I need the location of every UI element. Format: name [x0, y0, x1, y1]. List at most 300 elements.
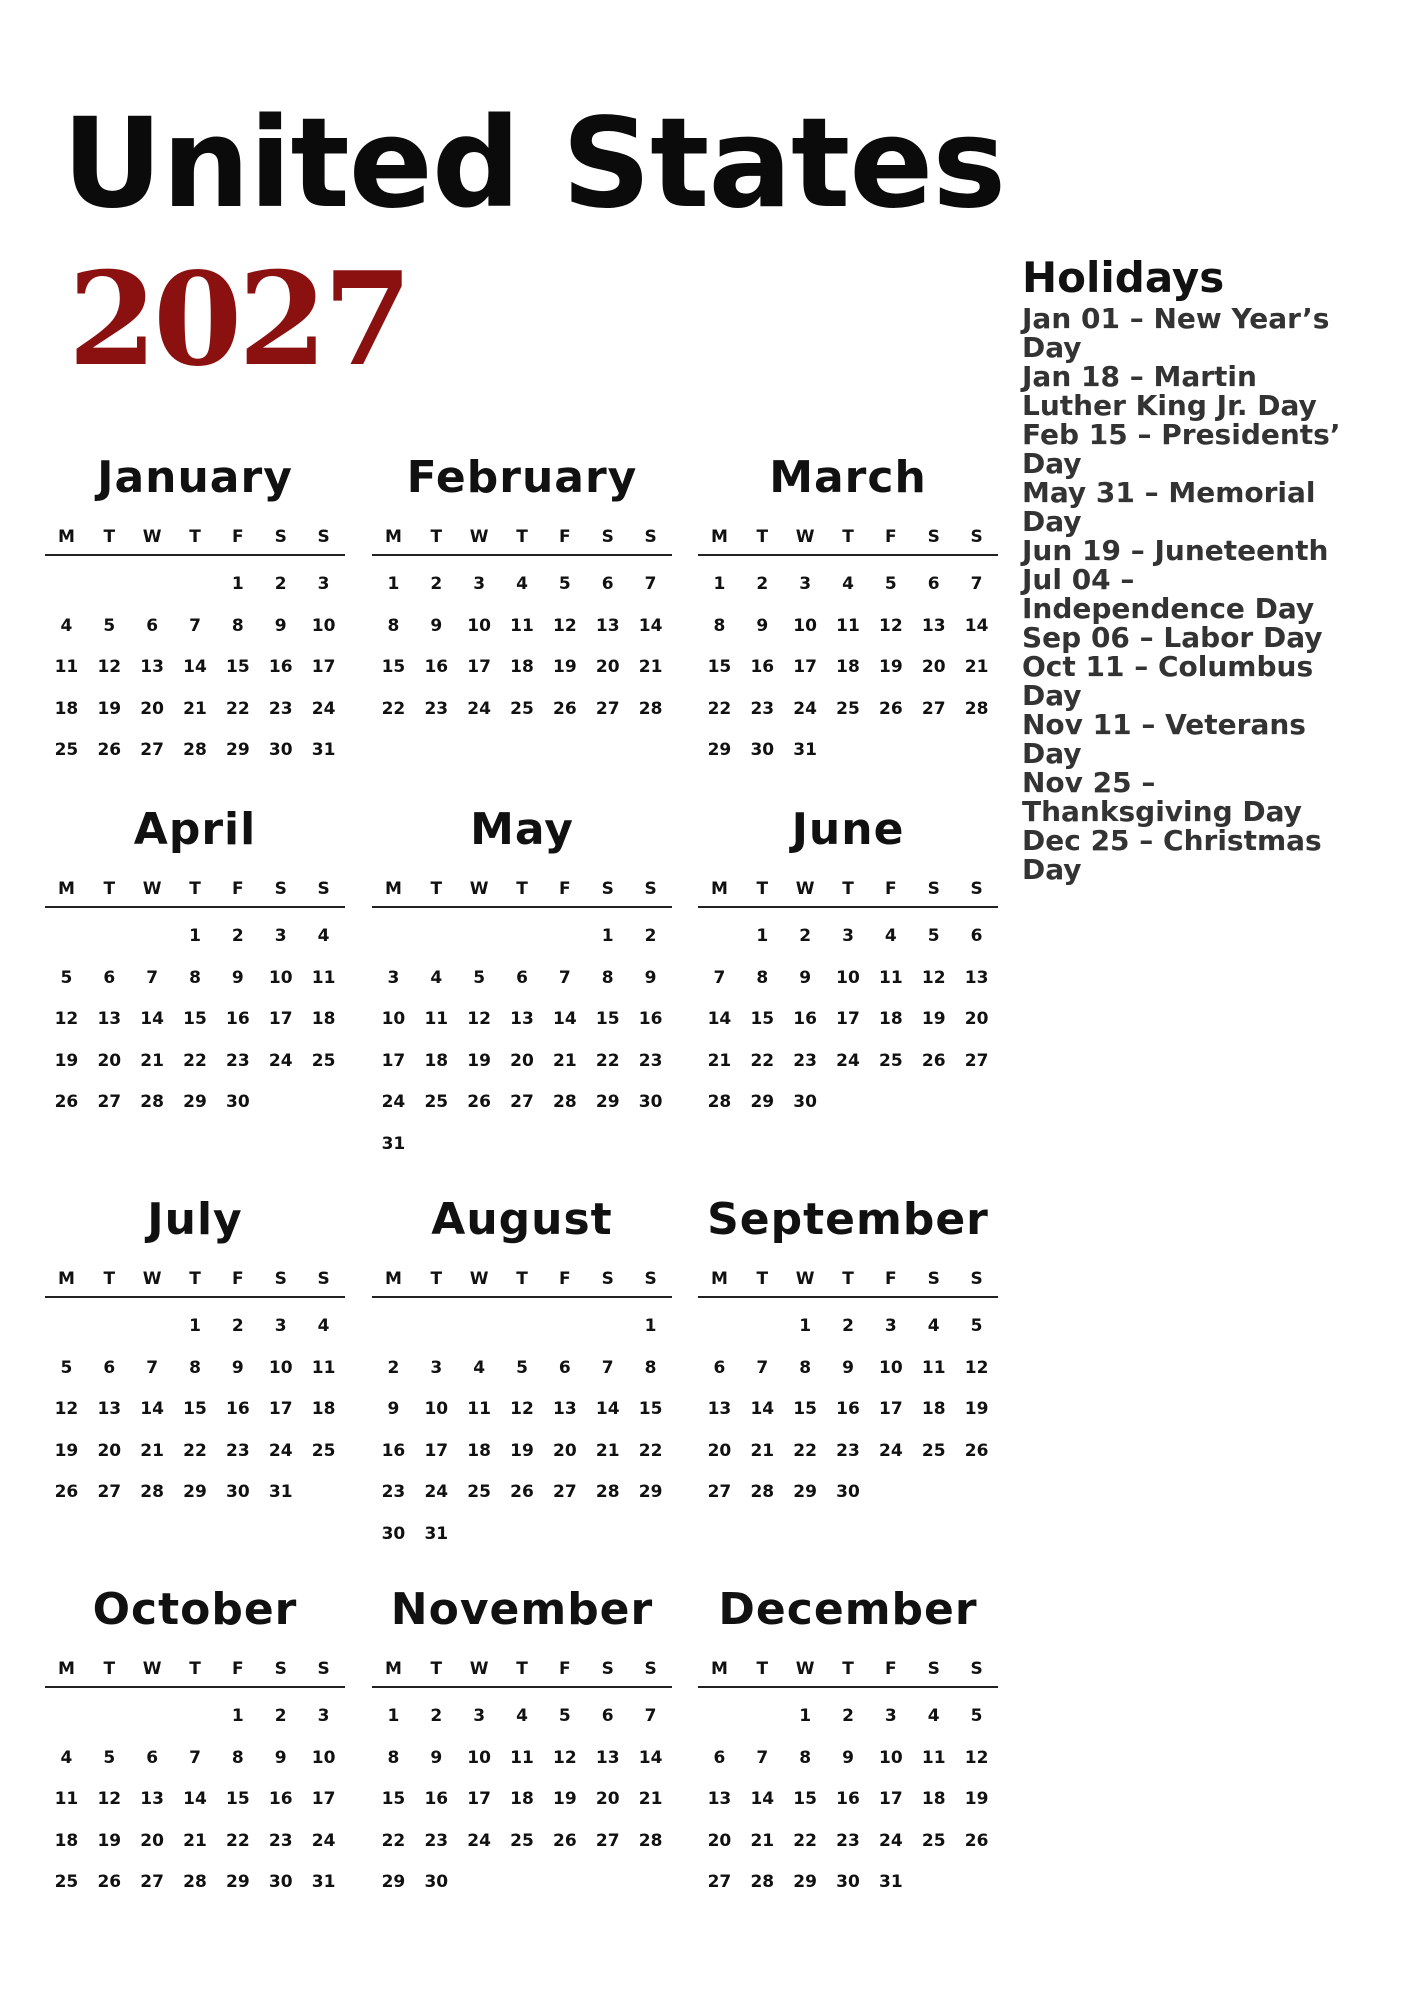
day-cell: 14 — [750, 1399, 775, 1419]
day-cell: 20 — [140, 698, 164, 719]
day-cell: 26 — [97, 740, 122, 760]
weekday-header-row — [698, 524, 998, 556]
day-cell: 26 — [54, 1092, 79, 1112]
day-cell: 18 — [921, 1789, 946, 1809]
day-cell: 8 — [644, 1357, 657, 1378]
day-cell: 2 — [231, 1316, 244, 1336]
day-cell: 2 — [430, 1706, 443, 1726]
day-cell: 21 — [638, 1789, 663, 1809]
day-cell: 4 — [60, 1747, 73, 1768]
day-cell: 2 — [274, 574, 287, 594]
day-cell: 29 — [595, 1092, 620, 1112]
day-cell: 1 — [387, 1706, 400, 1726]
day-cell: 11 — [311, 1357, 336, 1378]
day-cell: 1 — [387, 574, 400, 594]
day-cell: 28 — [183, 1872, 207, 1892]
day-cell: 22 — [183, 1050, 207, 1071]
weekday-label: T — [516, 527, 528, 547]
day-cell: 23 — [268, 1830, 293, 1851]
day-cell: 15 — [707, 657, 732, 677]
day-cell: 5 — [60, 967, 73, 988]
weekday-label: S — [274, 527, 287, 547]
month-name: November — [390, 1584, 654, 1635]
days-grid — [698, 916, 998, 1124]
month-january — [45, 448, 345, 828]
weekday-header-row — [372, 1656, 672, 1688]
weekday-label: S — [601, 1269, 614, 1289]
day-cell: 10 — [793, 615, 817, 636]
month-name: May — [470, 804, 574, 855]
day-cell: 15 — [750, 1009, 775, 1029]
weekday-label: S — [601, 1659, 614, 1679]
day-cell: 11 — [510, 1747, 534, 1768]
day-cell: 29 — [183, 1092, 207, 1112]
day-cell: 21 — [140, 1440, 164, 1461]
day-cell: 9 — [274, 615, 287, 636]
weekday-label: T — [189, 1659, 201, 1679]
day-cell: 7 — [558, 967, 571, 988]
day-cell: 26 — [510, 1482, 534, 1502]
month-august — [372, 1190, 672, 1570]
day-cell: 14 — [183, 657, 207, 677]
weekday-label: S — [970, 1269, 983, 1289]
day-cell: 20 — [707, 1440, 732, 1461]
day-cell: 5 — [970, 1706, 983, 1726]
month-name: July — [147, 1194, 243, 1245]
month-name: June — [791, 804, 905, 855]
day-cell: 3 — [274, 926, 287, 946]
day-cell: 10 — [311, 1747, 336, 1768]
day-cell: 14 — [140, 1399, 164, 1419]
day-cell: 8 — [799, 1747, 812, 1768]
day-cell: 23 — [750, 698, 775, 719]
day-cell: 1 — [713, 574, 726, 594]
day-cell: 15 — [183, 1399, 207, 1419]
day-cell: 9 — [799, 967, 812, 988]
weekday-label: T — [189, 527, 201, 547]
day-cell: 28 — [140, 1092, 164, 1112]
day-cell: 23 — [424, 1830, 449, 1851]
day-cell: 6 — [601, 1706, 614, 1726]
weekday-label: M — [710, 1269, 728, 1289]
day-cell: 9 — [231, 1357, 244, 1378]
day-cell: 8 — [231, 615, 244, 636]
day-cell: 16 — [226, 1009, 250, 1029]
day-cell: 25 — [311, 1440, 336, 1461]
day-cell: 23 — [424, 698, 449, 719]
weekday-label: M — [384, 879, 402, 899]
day-cell: 27 — [707, 1482, 732, 1502]
holiday-item: Nov 25 – Thanksgiving Day — [1022, 766, 1302, 828]
day-cell: 5 — [103, 615, 116, 636]
day-cell: 14 — [595, 1399, 620, 1419]
month-name: October — [92, 1584, 298, 1635]
day-cell: 13 — [707, 1399, 732, 1419]
holiday-item: Jan 01 – New Year’s Day — [1022, 302, 1330, 364]
weekday-label: S — [970, 527, 983, 547]
day-cell: 10 — [268, 967, 293, 988]
day-cell: 21 — [707, 1050, 732, 1071]
weekday-label: S — [927, 527, 940, 547]
weekday-label: T — [842, 1269, 854, 1289]
day-cell: 13 — [553, 1399, 577, 1419]
day-cell: 29 — [638, 1482, 663, 1502]
day-cell: 17 — [467, 657, 491, 677]
day-cell: 26 — [97, 1872, 122, 1892]
day-cell: 16 — [793, 1009, 817, 1029]
day-cell: 20 — [707, 1830, 732, 1851]
weekday-label: W — [795, 1269, 815, 1289]
day-cell: 18 — [836, 657, 860, 677]
day-cell: 24 — [268, 1050, 293, 1071]
weekday-label: M — [57, 1269, 75, 1289]
day-cell: 7 — [644, 574, 657, 594]
month-may — [372, 800, 672, 1180]
day-cell: 2 — [842, 1706, 854, 1726]
day-cell: 23 — [268, 698, 293, 719]
day-cell: 31 — [311, 740, 336, 760]
day-cell: 14 — [638, 1747, 663, 1768]
day-cell: 14 — [638, 615, 663, 636]
day-cell: 17 — [268, 1399, 293, 1419]
day-cell: 23 — [638, 1050, 663, 1071]
weekday-label: M — [384, 527, 402, 547]
day-cell: 13 — [595, 1747, 620, 1768]
day-cell: 7 — [146, 967, 159, 988]
day-cell: 25 — [424, 1092, 449, 1112]
weekday-label: W — [142, 1269, 162, 1289]
holiday-item: Sep 06 – Labor Day — [1022, 621, 1323, 654]
day-cell: 25 — [510, 1830, 534, 1851]
day-cell: 30 — [638, 1092, 663, 1112]
day-cell: 18 — [879, 1009, 903, 1029]
day-cell: 4 — [430, 967, 443, 988]
day-cell: 2 — [274, 1706, 287, 1726]
day-cell: 29 — [793, 1482, 817, 1502]
day-cell: 29 — [793, 1872, 817, 1892]
day-cell: 1 — [189, 1316, 201, 1336]
day-cell: 31 — [311, 1872, 336, 1892]
day-cell: 1 — [231, 574, 244, 594]
day-cell: 19 — [964, 1399, 989, 1419]
day-cell: 5 — [558, 574, 571, 594]
day-cell: 21 — [638, 657, 663, 677]
day-cell: 13 — [97, 1399, 122, 1419]
weekday-label: M — [384, 1659, 402, 1679]
day-cell: 23 — [836, 1830, 860, 1851]
day-cell: 19 — [54, 1050, 79, 1071]
weekday-header-row — [45, 1656, 345, 1688]
day-cell: 24 — [879, 1440, 903, 1461]
day-cell: 10 — [836, 967, 860, 988]
day-cell: 12 — [553, 1747, 577, 1768]
month-name: December — [718, 1584, 978, 1635]
day-cell: 9 — [842, 1357, 854, 1378]
weekday-label: W — [795, 527, 815, 547]
month-september — [698, 1190, 998, 1570]
weekday-label: S — [317, 1659, 330, 1679]
day-cell: 11 — [54, 1789, 79, 1809]
year-label: 2027 — [68, 245, 409, 395]
day-cell: 19 — [97, 698, 122, 719]
day-cell: 12 — [964, 1747, 989, 1768]
day-cell: 5 — [558, 1706, 571, 1726]
weekday-label: S — [601, 879, 614, 899]
day-cell: 28 — [183, 740, 207, 760]
weekday-label: F — [885, 1269, 897, 1289]
day-cell: 18 — [311, 1009, 336, 1029]
day-cell: 24 — [793, 698, 817, 719]
day-cell: 15 — [381, 657, 406, 677]
day-cell: 1 — [756, 926, 769, 946]
day-cell: 12 — [964, 1357, 989, 1378]
day-cell: 13 — [921, 615, 946, 636]
day-cell: 27 — [97, 1092, 122, 1112]
page-title: United States — [62, 92, 1006, 236]
month-october — [45, 1580, 345, 1960]
day-cell: 4 — [884, 926, 897, 946]
weekday-label: S — [644, 527, 657, 547]
day-cell: 29 — [750, 1092, 775, 1112]
day-cell: 3 — [274, 1316, 287, 1336]
holiday-item: May 31 – Memorial Day — [1022, 476, 1316, 538]
day-cell: 7 — [756, 1357, 769, 1378]
day-cell: 21 — [140, 1050, 164, 1071]
day-cell: 19 — [921, 1009, 946, 1029]
day-cell: 16 — [226, 1399, 250, 1419]
month-name: August — [431, 1194, 613, 1245]
day-cell: 28 — [638, 1830, 663, 1851]
day-cell: 10 — [467, 615, 491, 636]
day-cell: 7 — [644, 1706, 657, 1726]
day-cell: 20 — [553, 1440, 577, 1461]
day-cell: 18 — [921, 1399, 946, 1419]
day-cell: 30 — [268, 1872, 293, 1892]
weekday-label: T — [756, 1659, 769, 1679]
day-cell: 26 — [553, 698, 577, 719]
holidays-list — [1022, 304, 1352, 884]
days-grid — [45, 916, 345, 1124]
weekday-label: M — [57, 1659, 75, 1679]
day-cell: 7 — [146, 1357, 159, 1378]
holiday-item: Jan 18 – Martin Luther King Jr. Day — [1022, 360, 1317, 422]
weekday-label: F — [559, 527, 571, 547]
day-cell: 17 — [424, 1440, 449, 1461]
day-cell: 27 — [921, 698, 946, 719]
holiday-item: Jul 04 – Independence Day — [1022, 563, 1315, 625]
day-cell: 14 — [750, 1789, 775, 1809]
day-cell: 17 — [268, 1009, 293, 1029]
day-cell: 19 — [467, 1050, 491, 1071]
day-cell: 11 — [921, 1357, 946, 1378]
weekday-label: W — [142, 527, 162, 547]
weekday-label: T — [430, 527, 443, 547]
day-cell: 4 — [516, 1706, 528, 1726]
day-cell: 12 — [54, 1399, 79, 1419]
day-cell: 24 — [311, 1830, 336, 1851]
days-grid — [45, 1306, 345, 1514]
day-cell: 15 — [793, 1789, 817, 1809]
day-cell: 27 — [510, 1092, 534, 1112]
weekday-label: F — [559, 1269, 571, 1289]
day-cell: 22 — [793, 1440, 817, 1461]
day-cell: 9 — [387, 1399, 400, 1419]
day-cell: 18 — [54, 698, 79, 719]
weekday-label: T — [842, 1659, 854, 1679]
days-grid — [372, 1306, 672, 1555]
weekday-label: W — [795, 1659, 815, 1679]
day-cell: 9 — [756, 615, 769, 636]
day-cell: 6 — [103, 1357, 116, 1378]
day-cell: 2 — [644, 926, 657, 946]
weekday-label: S — [274, 879, 287, 899]
day-cell: 17 — [467, 1789, 491, 1809]
day-cell: 24 — [268, 1440, 293, 1461]
day-cell: 20 — [921, 657, 946, 677]
weekday-label: M — [710, 527, 728, 547]
weekday-label: T — [842, 879, 854, 899]
days-grid — [372, 916, 672, 1165]
day-cell: 15 — [381, 1789, 406, 1809]
day-cell: 9 — [274, 1747, 287, 1768]
day-cell: 15 — [226, 1789, 250, 1809]
day-cell: 8 — [387, 1747, 400, 1768]
day-cell: 2 — [842, 1316, 854, 1336]
day-cell: 31 — [268, 1482, 293, 1502]
day-cell: 23 — [793, 1050, 817, 1071]
day-cell: 11 — [54, 657, 79, 677]
day-cell: 8 — [601, 967, 614, 988]
day-cell: 7 — [970, 574, 983, 594]
day-cell: 22 — [707, 698, 732, 719]
day-cell: 17 — [311, 1789, 336, 1809]
day-cell: 28 — [140, 1482, 164, 1502]
day-cell: 9 — [430, 1747, 443, 1768]
day-cell: 8 — [756, 967, 769, 988]
day-cell: 29 — [226, 1872, 250, 1892]
day-cell: 31 — [793, 740, 817, 760]
holiday-item: Oct 11 – Columbus Day — [1022, 650, 1314, 712]
day-cell: 17 — [879, 1789, 903, 1809]
day-cell: 10 — [381, 1009, 406, 1029]
day-cell: 27 — [595, 1830, 620, 1851]
day-cell: 28 — [707, 1092, 732, 1112]
day-cell: 6 — [970, 926, 983, 946]
weekday-label: M — [710, 879, 728, 899]
day-cell: 12 — [879, 615, 903, 636]
weekday-label: S — [927, 1269, 940, 1289]
day-cell: 17 — [793, 657, 817, 677]
day-cell: 30 — [226, 1482, 250, 1502]
day-cell: 14 — [553, 1009, 577, 1029]
day-cell: 23 — [226, 1050, 250, 1071]
day-cell: 13 — [97, 1009, 122, 1029]
month-april — [45, 800, 345, 1180]
day-cell: 21 — [553, 1050, 577, 1071]
day-cell: 2 — [231, 926, 244, 946]
day-cell: 3 — [884, 1316, 897, 1336]
day-cell: 6 — [713, 1747, 726, 1768]
day-cell: 15 — [638, 1399, 663, 1419]
day-cell: 11 — [510, 615, 534, 636]
weekday-label: T — [189, 879, 201, 899]
weekday-label: W — [795, 879, 815, 899]
day-cell: 22 — [226, 1830, 250, 1851]
day-cell: 11 — [467, 1399, 491, 1419]
day-cell: 26 — [553, 1830, 577, 1851]
weekday-label: M — [384, 1269, 402, 1289]
weekday-label: S — [274, 1659, 287, 1679]
weekday-label: W — [142, 1659, 162, 1679]
day-cell: 26 — [879, 698, 903, 719]
day-cell: 8 — [387, 615, 400, 636]
day-cell: 19 — [510, 1440, 534, 1461]
day-cell: 4 — [60, 615, 73, 636]
weekday-label: T — [430, 1659, 443, 1679]
weekday-label: T — [756, 527, 769, 547]
day-cell: 4 — [473, 1357, 486, 1378]
day-cell: 11 — [836, 615, 860, 636]
day-cell: 20 — [595, 657, 620, 677]
day-cell: 31 — [879, 1872, 903, 1892]
weekday-label: S — [970, 879, 983, 899]
weekday-label: T — [189, 1269, 201, 1289]
month-march — [698, 448, 998, 828]
day-cell: 22 — [183, 1440, 207, 1461]
day-cell: 25 — [311, 1050, 336, 1071]
day-cell: 10 — [311, 615, 336, 636]
weekday-label: M — [57, 879, 75, 899]
day-cell: 18 — [467, 1440, 491, 1461]
day-cell: 27 — [140, 740, 164, 760]
day-cell: 13 — [140, 657, 164, 677]
day-cell: 6 — [713, 1357, 726, 1378]
days-grid — [698, 564, 998, 772]
day-cell: 22 — [381, 698, 406, 719]
month-july — [45, 1190, 345, 1570]
day-cell: 6 — [601, 574, 614, 594]
day-cell: 1 — [799, 1316, 812, 1336]
day-cell: 1 — [231, 1706, 244, 1726]
day-cell: 8 — [799, 1357, 812, 1378]
weekday-label: T — [430, 879, 443, 899]
day-cell: 28 — [553, 1092, 577, 1112]
month-february — [372, 448, 672, 828]
weekday-label: T — [842, 527, 854, 547]
day-cell: 17 — [879, 1399, 903, 1419]
day-cell: 22 — [595, 1050, 620, 1071]
day-cell: 16 — [750, 657, 775, 677]
day-cell: 30 — [424, 1872, 449, 1892]
weekday-header-row — [45, 524, 345, 556]
day-cell: 27 — [707, 1872, 732, 1892]
weekday-label: T — [516, 1269, 528, 1289]
day-cell: 21 — [750, 1440, 775, 1461]
day-cell: 13 — [595, 615, 620, 636]
day-cell: 25 — [510, 698, 534, 719]
day-cell: 25 — [921, 1440, 946, 1461]
days-grid — [45, 1696, 345, 1904]
day-cell: 12 — [97, 1789, 122, 1809]
day-cell: 19 — [879, 657, 903, 677]
day-cell: 24 — [879, 1830, 903, 1851]
days-grid — [372, 1696, 672, 1904]
day-cell: 28 — [595, 1482, 620, 1502]
day-cell: 24 — [424, 1482, 449, 1502]
day-cell: 25 — [836, 698, 860, 719]
holiday-item: Jun 19 – Juneteenth — [1022, 534, 1329, 567]
day-cell: 2 — [430, 574, 443, 594]
